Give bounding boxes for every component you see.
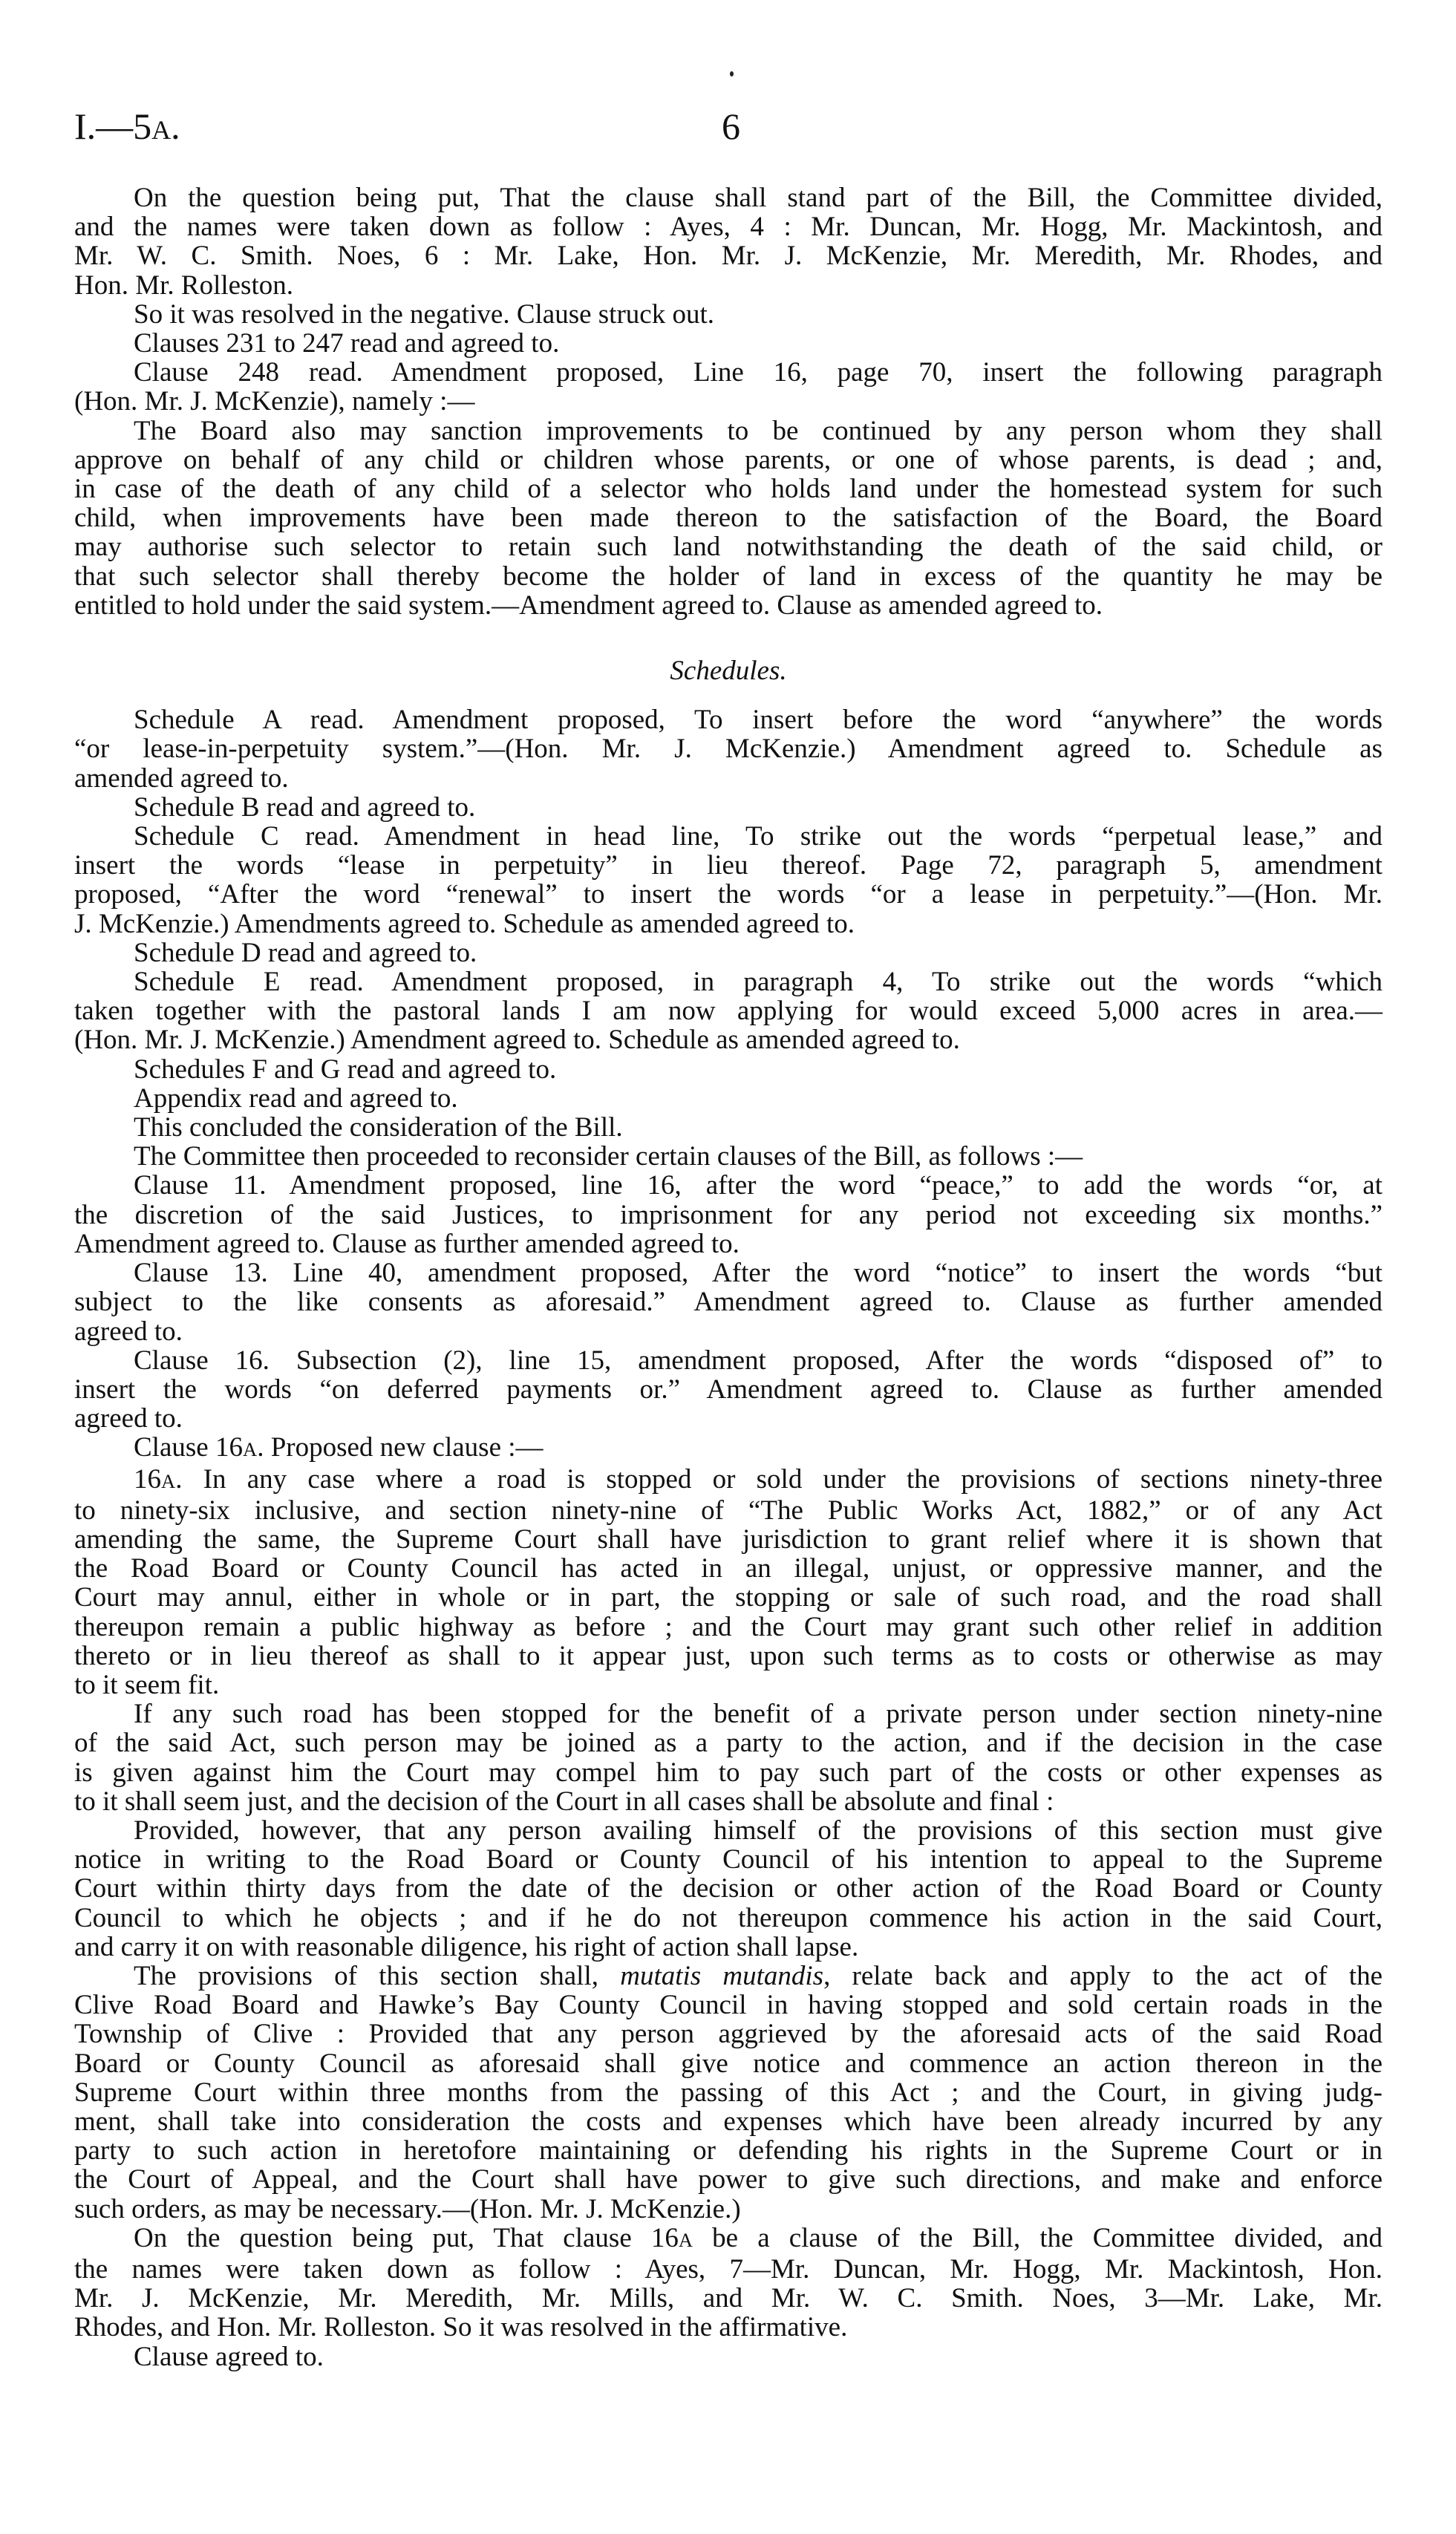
text-line — [74, 967, 1382, 996]
text-line — [74, 2136, 1382, 2165]
text-line — [74, 1583, 1382, 1612]
text-line — [74, 1816, 1382, 1845]
text-line — [74, 1962, 1382, 1991]
section-heading: Schedules. — [670, 656, 787, 687]
small-caps-text: A — [242, 1438, 258, 1461]
text-line — [74, 1699, 1382, 1728]
text-line — [74, 1525, 1382, 1554]
text-run: such orders, as may be necessary.—(Hon. Mr. J. McKenzie.) — [74, 2193, 741, 2224]
text-line — [74, 1084, 1382, 1113]
text-run: Court may annul, either in whole or in part, the stopping or sale of such road, and the road shall — [74, 1582, 1382, 1613]
text-line — [74, 2195, 1382, 2224]
paragraph — [74, 1171, 1382, 1258]
text-run: insert the words “on deferred payments or.” Amendment agreed to. Clause as further amended — [74, 1374, 1382, 1405]
text-run: Schedule A read. Amendment proposed, To insert before the word “anywhere” the words — [134, 705, 1382, 736]
text-line — [74, 1671, 1382, 1699]
text-line — [74, 1496, 1382, 1525]
text-run: “or lease-in-perpetuity system.”—(Hon. Mr. J. McKenzie.) Amendment agreed to. Schedule as — [74, 734, 1382, 765]
text-line — [74, 851, 1382, 880]
text-line — [74, 2255, 1382, 2284]
text-line — [74, 2313, 1382, 2342]
paragraph — [74, 705, 1382, 793]
text-line — [74, 1465, 1382, 1496]
text-line — [74, 1845, 1382, 1874]
text-run: Provided, however, that any person availing himself of the provisions of this section must give — [134, 1815, 1382, 1846]
text-run: 16 — [134, 1463, 161, 1495]
text-run: If any such road has been stopped for the benefit of a private person under section ninety-nine — [134, 1699, 1382, 1730]
text-run: thereupon remain a public highway as before ; and the Court may grant such other relief in addition — [74, 1611, 1382, 1642]
text-line — [74, 1433, 1382, 1464]
text-run: of the said Act, such person may be joined as a party to the action, and if the decision in the case — [74, 1728, 1382, 1759]
text-line — [74, 2165, 1382, 2194]
text-line — [74, 2107, 1382, 2136]
text-run: Schedules F and G read and agreed to. — [134, 1054, 557, 1085]
text-run: (Hon. Mr. J. McKenzie.) Amendment agreed to. Schedule as amended agreed to. — [74, 1025, 960, 1056]
text-line — [74, 1904, 1382, 1933]
text-run: may authorise such selector to retain such land notwithstanding the death of the said child, or — [74, 532, 1382, 563]
text-run: Clause 13. Line 40, amendment proposed, After the word “notice” to insert the words “but — [134, 1258, 1382, 1289]
text-run: I.—5 — [74, 105, 152, 147]
section — [74, 183, 1382, 620]
section — [74, 656, 1382, 2371]
text-line — [74, 329, 1382, 358]
text-line — [74, 1874, 1382, 1903]
text-run: and carry it on with reasonable diligence, his right of action shall lapse. — [74, 1931, 859, 1962]
text-line — [74, 445, 1382, 474]
paragraph — [74, 1113, 1382, 1142]
text-line — [74, 1787, 1382, 1816]
small-caps-text: A — [161, 1469, 176, 1492]
text-run: Amendment agreed to. Clause as further amended agreed to. — [74, 1228, 740, 1259]
text-line — [74, 474, 1382, 503]
text-run: taken together with the pastoral lands I am now applying for would exceed 5,000 acres in area.— — [74, 996, 1382, 1027]
text-run: ment, shall take into consideration the costs and expenses which have been already incurred by any — [74, 2106, 1382, 2137]
text-run: Clause 11. Amendment proposed, line 16, after the word “peace,” to add the words “or, at — [134, 1170, 1382, 1201]
paragraph — [74, 329, 1382, 358]
text-run: to it shall seem just, and the decision of the Court in all cases shall be absolute and final : — [74, 1786, 1054, 1817]
text-line — [74, 591, 1382, 620]
page-speck — [730, 71, 734, 76]
text-run: J. McKenzie.) Amendments agreed to. Schedule as amended agreed to. — [74, 908, 855, 939]
text-run: Schedule C read. Amendment in head line, To strike out the words “perpetual lease,” and — [134, 821, 1382, 852]
text-run: the discretion of the said Justices, to imprisonment for any period not exceeding six months.” — [74, 1199, 1382, 1230]
text-run: . In any case where a road is stopped or sold under the provisions of sections ninety-three — [175, 1463, 1382, 1495]
text-run: Schedule B read and agreed to. — [134, 791, 476, 823]
text-run: agreed to. — [74, 1403, 183, 1434]
text-run: entitled to hold under the said system.—Amendment agreed to. Clause as amended agreed to. — [74, 590, 1103, 621]
text-run: Appendix read and agreed to. — [134, 1082, 458, 1114]
text-run: amending the same, the Supreme Court shall have jurisdiction to grant relief where it is shown that — [74, 1524, 1382, 1555]
text-line — [74, 241, 1382, 270]
text-run: , relate back and apply to the act of the — [823, 1960, 1383, 1991]
paragraph — [74, 300, 1382, 329]
text-run: The Committee then proceeded to reconsider certain clauses of the Bill, as follows :— — [134, 1141, 1083, 1172]
page-number: 6 — [722, 105, 740, 147]
text-run: Clause 16. Subsection (2), line 15, amendment proposed, After the words “disposed of” to — [134, 1345, 1382, 1376]
paragraph — [74, 2342, 1382, 2371]
italic-text: mutatis mutandis — [620, 1960, 824, 1991]
paragraph — [74, 822, 1382, 938]
text-run: Clive Road Board and Hawke’s Bay County Council in having stopped and sold certain roads in the — [74, 1990, 1382, 2021]
text-line — [74, 2078, 1382, 2107]
text-line — [74, 793, 1382, 822]
text-line — [74, 1554, 1382, 1583]
paragraph — [74, 1962, 1382, 2224]
text-line — [74, 562, 1382, 591]
text-run: So it was resolved in the negative. Clause struck out. — [134, 298, 714, 330]
text-run: be a clause of the Bill, the Committee divided, and — [693, 2222, 1382, 2253]
text-line — [74, 1142, 1382, 1171]
text-line — [74, 1758, 1382, 1787]
text-line — [74, 1287, 1382, 1316]
text-line — [74, 387, 1382, 416]
text-run: notice in writing to the Road Board or County Council of his intention to appeal to the Supreme — [74, 1844, 1382, 1875]
text-run: Clause 248 read. Amendment proposed, Line 16, page 70, insert the following paragraph — [134, 357, 1382, 388]
paragraph — [74, 183, 1382, 300]
text-run: insert the words “lease in perpetuity” in lieu thereof. Page 72, paragraph 5, amendment — [74, 850, 1382, 881]
text-line — [74, 1991, 1382, 2019]
text-run: The provisions of this section shall, — [134, 1960, 621, 1991]
text-line — [74, 300, 1382, 329]
text-run: agreed to. — [74, 1316, 183, 1347]
text-line — [74, 734, 1382, 763]
text-run: is given against him the Court may compel him to pay such part of the costs or other expenses as — [74, 1757, 1382, 1788]
text-run: party to such action in heretofore maintaining or defending his rights in the Supreme Court or in — [74, 2135, 1382, 2166]
text-line — [74, 2019, 1382, 2048]
text-line — [74, 1613, 1382, 1642]
text-run: approve on behalf of any child or children whose parents, or one of whose parents, is dead ; and, — [74, 444, 1382, 475]
text-run: amended agreed to. — [74, 763, 289, 794]
text-run: Court within thirty days from the date of the decision or other action of the Road Board or County — [74, 1873, 1382, 1904]
text-line — [74, 1201, 1382, 1230]
text-line — [74, 764, 1382, 793]
text-run: Supreme Court within three months from the passing of this Act ; and the Court, in giving judg- — [74, 2077, 1382, 2108]
paragraph — [74, 417, 1382, 620]
text-run: thereto or in lieu thereof as shall to it appear just, upon such terms as to costs or otherwise as may — [74, 1640, 1382, 1671]
text-line — [74, 1055, 1382, 1084]
text-run: The Board also may sanction improvements to be continued by any person whom they shall — [134, 415, 1382, 446]
text-run: Clauses 231 to 247 read and agreed to. — [134, 328, 560, 359]
text-run: Mr. J. McKenzie, Mr. Meredith, Mr. Mills, and Mr. W. C. Smith. Noes, 3—Mr. Lake, Mr. — [74, 2283, 1382, 2314]
paragraph — [74, 793, 1382, 822]
text-line — [74, 2049, 1382, 2078]
small-caps-text: A — [678, 2228, 693, 2251]
text-line — [74, 183, 1382, 212]
text-line — [74, 417, 1382, 445]
text-run: Rhodes, and Hon. Mr. Rolleston. So it was resolved in the affirmative. — [74, 2312, 848, 2343]
text-run: Clause 16 — [134, 1432, 243, 1463]
text-run: subject to the like consents as aforesaid.” Amendment agreed to. Clause as further amended — [74, 1287, 1382, 1318]
text-line — [74, 1171, 1382, 1200]
document-body — [74, 183, 1382, 2371]
text-run: to ninety-six inclusive, and section ninety-nine of “The Public Works Act, 1882,” or of any Act — [74, 1495, 1382, 1526]
text-run: Mr. W. C. Smith. Noes, 6 : Mr. Lake, Hon. Mr. J. McKenzie, Mr. Meredith, Mr. Rhodes, and — [74, 241, 1382, 272]
text-line — [74, 532, 1382, 561]
text-run: . Proposed new clause :— — [257, 1432, 543, 1463]
paragraph — [74, 358, 1382, 416]
text-line — [74, 822, 1382, 851]
text-run: the Road Board or County Council has acted in an illegal, unjust, or oppressive manner, and the — [74, 1553, 1382, 1584]
text-run: On the question being put, That clause 16 — [134, 2222, 679, 2253]
paragraph — [74, 1258, 1382, 1346]
text-run: This concluded the consideration of the Bill. — [134, 1112, 623, 1143]
text-line — [74, 2342, 1382, 2371]
text-run: in case of the death of any child of a selector who holds land under the homestead system for such — [74, 474, 1382, 505]
paragraph — [74, 1816, 1382, 1962]
text-line — [74, 1404, 1382, 1433]
text-line — [74, 1933, 1382, 1962]
paragraph — [74, 2224, 1382, 2342]
paragraph — [74, 1465, 1382, 1700]
text-line — [74, 503, 1382, 532]
text-run: and the names were taken down as follow : Ayes, 4 : Mr. Duncan, Mr. Hogg, Mr. Mackintosh, and — [74, 212, 1382, 243]
text-run: Schedule E read. Amendment proposed, in paragraph 4, To strike out the words “which — [134, 967, 1382, 998]
text-line — [74, 1258, 1382, 1287]
text-run: proposed, “After the word “renewal” to insert the words “or a lease in perpetuity.”—(Hon. Mr. — [74, 879, 1382, 910]
text-run: On the question being put, That the clause shall stand part of the Bill, the Committee divided, — [134, 183, 1382, 213]
text-line — [74, 1230, 1382, 1258]
paragraph — [74, 967, 1382, 1055]
text-line — [74, 1346, 1382, 1375]
text-run: . — [171, 105, 180, 147]
text-line — [74, 2224, 1382, 2255]
text-line — [74, 1642, 1382, 1671]
text-line — [74, 358, 1382, 387]
text-run: to it seem fit. — [74, 1669, 220, 1700]
text-run: Clause agreed to. — [134, 2341, 324, 2372]
small-caps-text: A — [151, 115, 172, 145]
text-line — [74, 938, 1382, 967]
paragraph — [74, 1084, 1382, 1113]
paragraph — [74, 938, 1382, 967]
text-run: Hon. Mr. Rolleston. — [74, 270, 293, 301]
text-line — [74, 996, 1382, 1025]
text-line — [74, 1113, 1382, 1142]
text-run: the names were taken down as follow : Ayes, 7—Mr. Duncan, Mr. Hogg, Mr. Mackintosh, Hon. — [74, 2254, 1382, 2285]
text-run: Township of Clive : Provided that any person aggrieved by the aforesaid acts of the said Road — [74, 2019, 1382, 2050]
text-line — [74, 1728, 1382, 1757]
text-run: Council to which he objects ; and if he do not thereupon commence his action in the said Court, — [74, 1902, 1382, 1933]
text-run: Schedule D read and agreed to. — [134, 937, 477, 968]
text-line — [74, 1317, 1382, 1346]
text-line — [74, 910, 1382, 938]
text-run: Board or County Council as aforesaid shall give notice and commence an action thereon in the — [74, 2048, 1382, 2079]
paragraph — [74, 1346, 1382, 1434]
text-line — [74, 271, 1382, 300]
document-reference — [74, 104, 180, 152]
text-run: the Court of Appeal, and the Court shall have power to give such directions, and make and enforce — [74, 2164, 1382, 2195]
text-line — [74, 212, 1382, 241]
paragraph — [74, 1433, 1382, 1464]
paragraph — [74, 1699, 1382, 1816]
paragraph — [74, 1055, 1382, 1084]
text-line — [74, 1025, 1382, 1054]
text-line — [74, 2284, 1382, 2313]
text-run: child, when improvements have been made thereon to the satisfaction of the Board, the Board — [74, 503, 1382, 534]
text-run: (Hon. Mr. J. McKenzie), namely :— — [74, 386, 475, 417]
text-line — [74, 1375, 1382, 1404]
paragraph — [74, 1142, 1382, 1171]
text-line — [74, 880, 1382, 909]
text-line — [74, 705, 1382, 734]
text-run: that such selector shall thereby become the holder of land in excess of the quantity he may be — [74, 561, 1382, 592]
